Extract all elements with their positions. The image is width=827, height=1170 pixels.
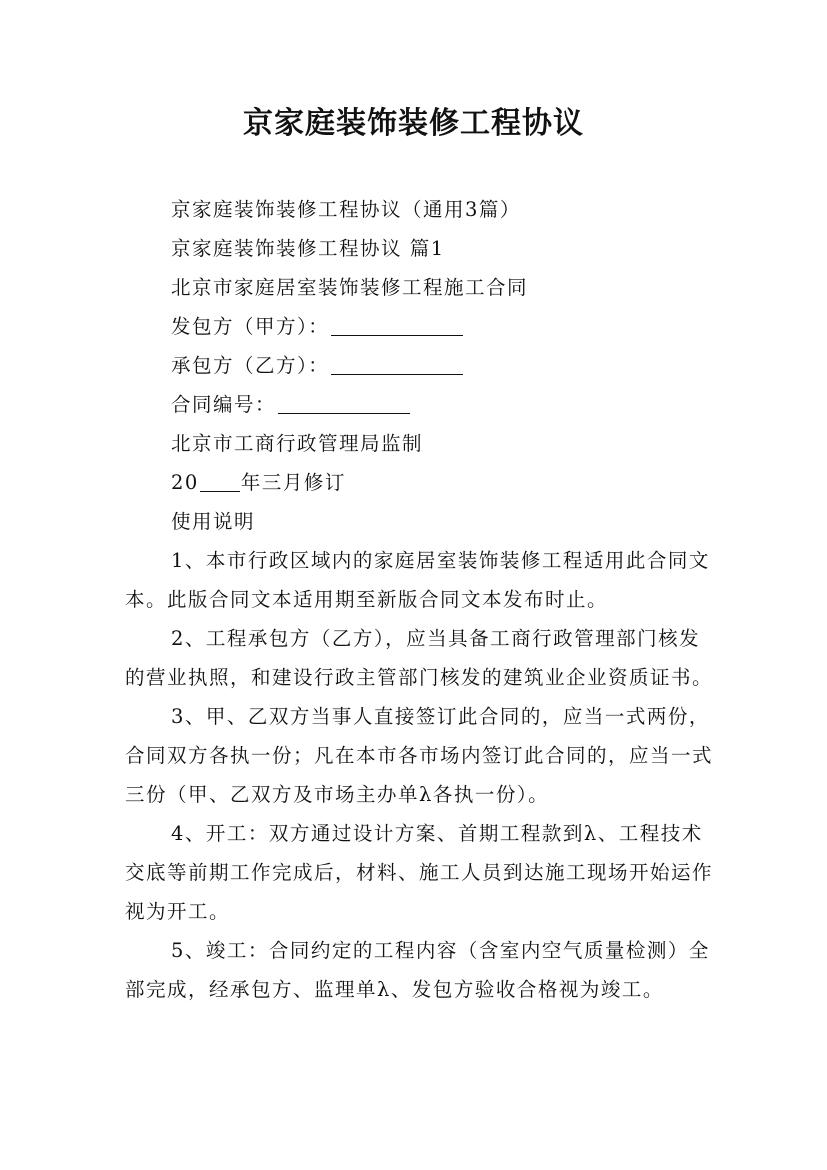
party-b-label: 承包方（乙方）： (171, 354, 330, 377)
paragraph-2: 2、工程承包方（乙方），应当具备工商行政管理部门核发的营业执照，和建设行政主管部门核发的建筑业企业资质证书。 (125, 627, 714, 689)
revision-year-blank (200, 471, 240, 492)
part-heading: 京家庭装饰装修工程协议 篇1 (171, 237, 445, 260)
party-a-line (125, 307, 715, 346)
party-b-blank (331, 354, 463, 375)
party-b-line (125, 346, 715, 385)
paragraph-1: 1、本市行政区域内的家庭居室装饰装修工程适用此合同文本。此版合同文本适用期至新版合同文本发布时止。 (125, 549, 710, 611)
supervisor-line: 北京市工商行政管理局监制 (171, 432, 424, 455)
subtitle-line: 京家庭装饰装修工程协议（通用3篇） (171, 198, 521, 221)
document-title: 京家庭装饰装修工程协议 (243, 106, 584, 141)
contract-number-line (125, 385, 715, 424)
paragraph-3: 3、甲、乙双方当事人直接签订此合同的，应当一式两份，合同双方各执一份；凡在本市各市场内签订此合同的，应当一式三份（甲、乙双方及市场主办单λ各执一份）。 (125, 705, 714, 806)
paragraph-4: 4、开工：双方通过设计方案、首期工程款到λ、工程技术交底等前期工作完成后，材料、施工人员到达施工现场开始运作视为开工。 (125, 822, 714, 923)
instructions-heading: 使用说明 (171, 510, 256, 533)
contract-name: 北京市家庭居室装饰装修工程施工合同 (171, 276, 529, 299)
party-a-label: 发包方（甲方）： (171, 315, 330, 338)
document-body (125, 190, 715, 1009)
revision-suffix: 年三月修订 (240, 471, 346, 494)
revision-line (125, 463, 715, 502)
contract-number-label: 合同编号： (171, 393, 277, 416)
contract-number-blank (278, 393, 410, 414)
revision-prefix: 20 (171, 471, 199, 494)
paragraph-5: 5、竣工：合同约定的工程内容（含室内空气质量检测）全部完成，经承包方、监理单λ、发包方验收合格视为竣工。 (125, 939, 710, 1001)
party-a-blank (331, 315, 463, 336)
